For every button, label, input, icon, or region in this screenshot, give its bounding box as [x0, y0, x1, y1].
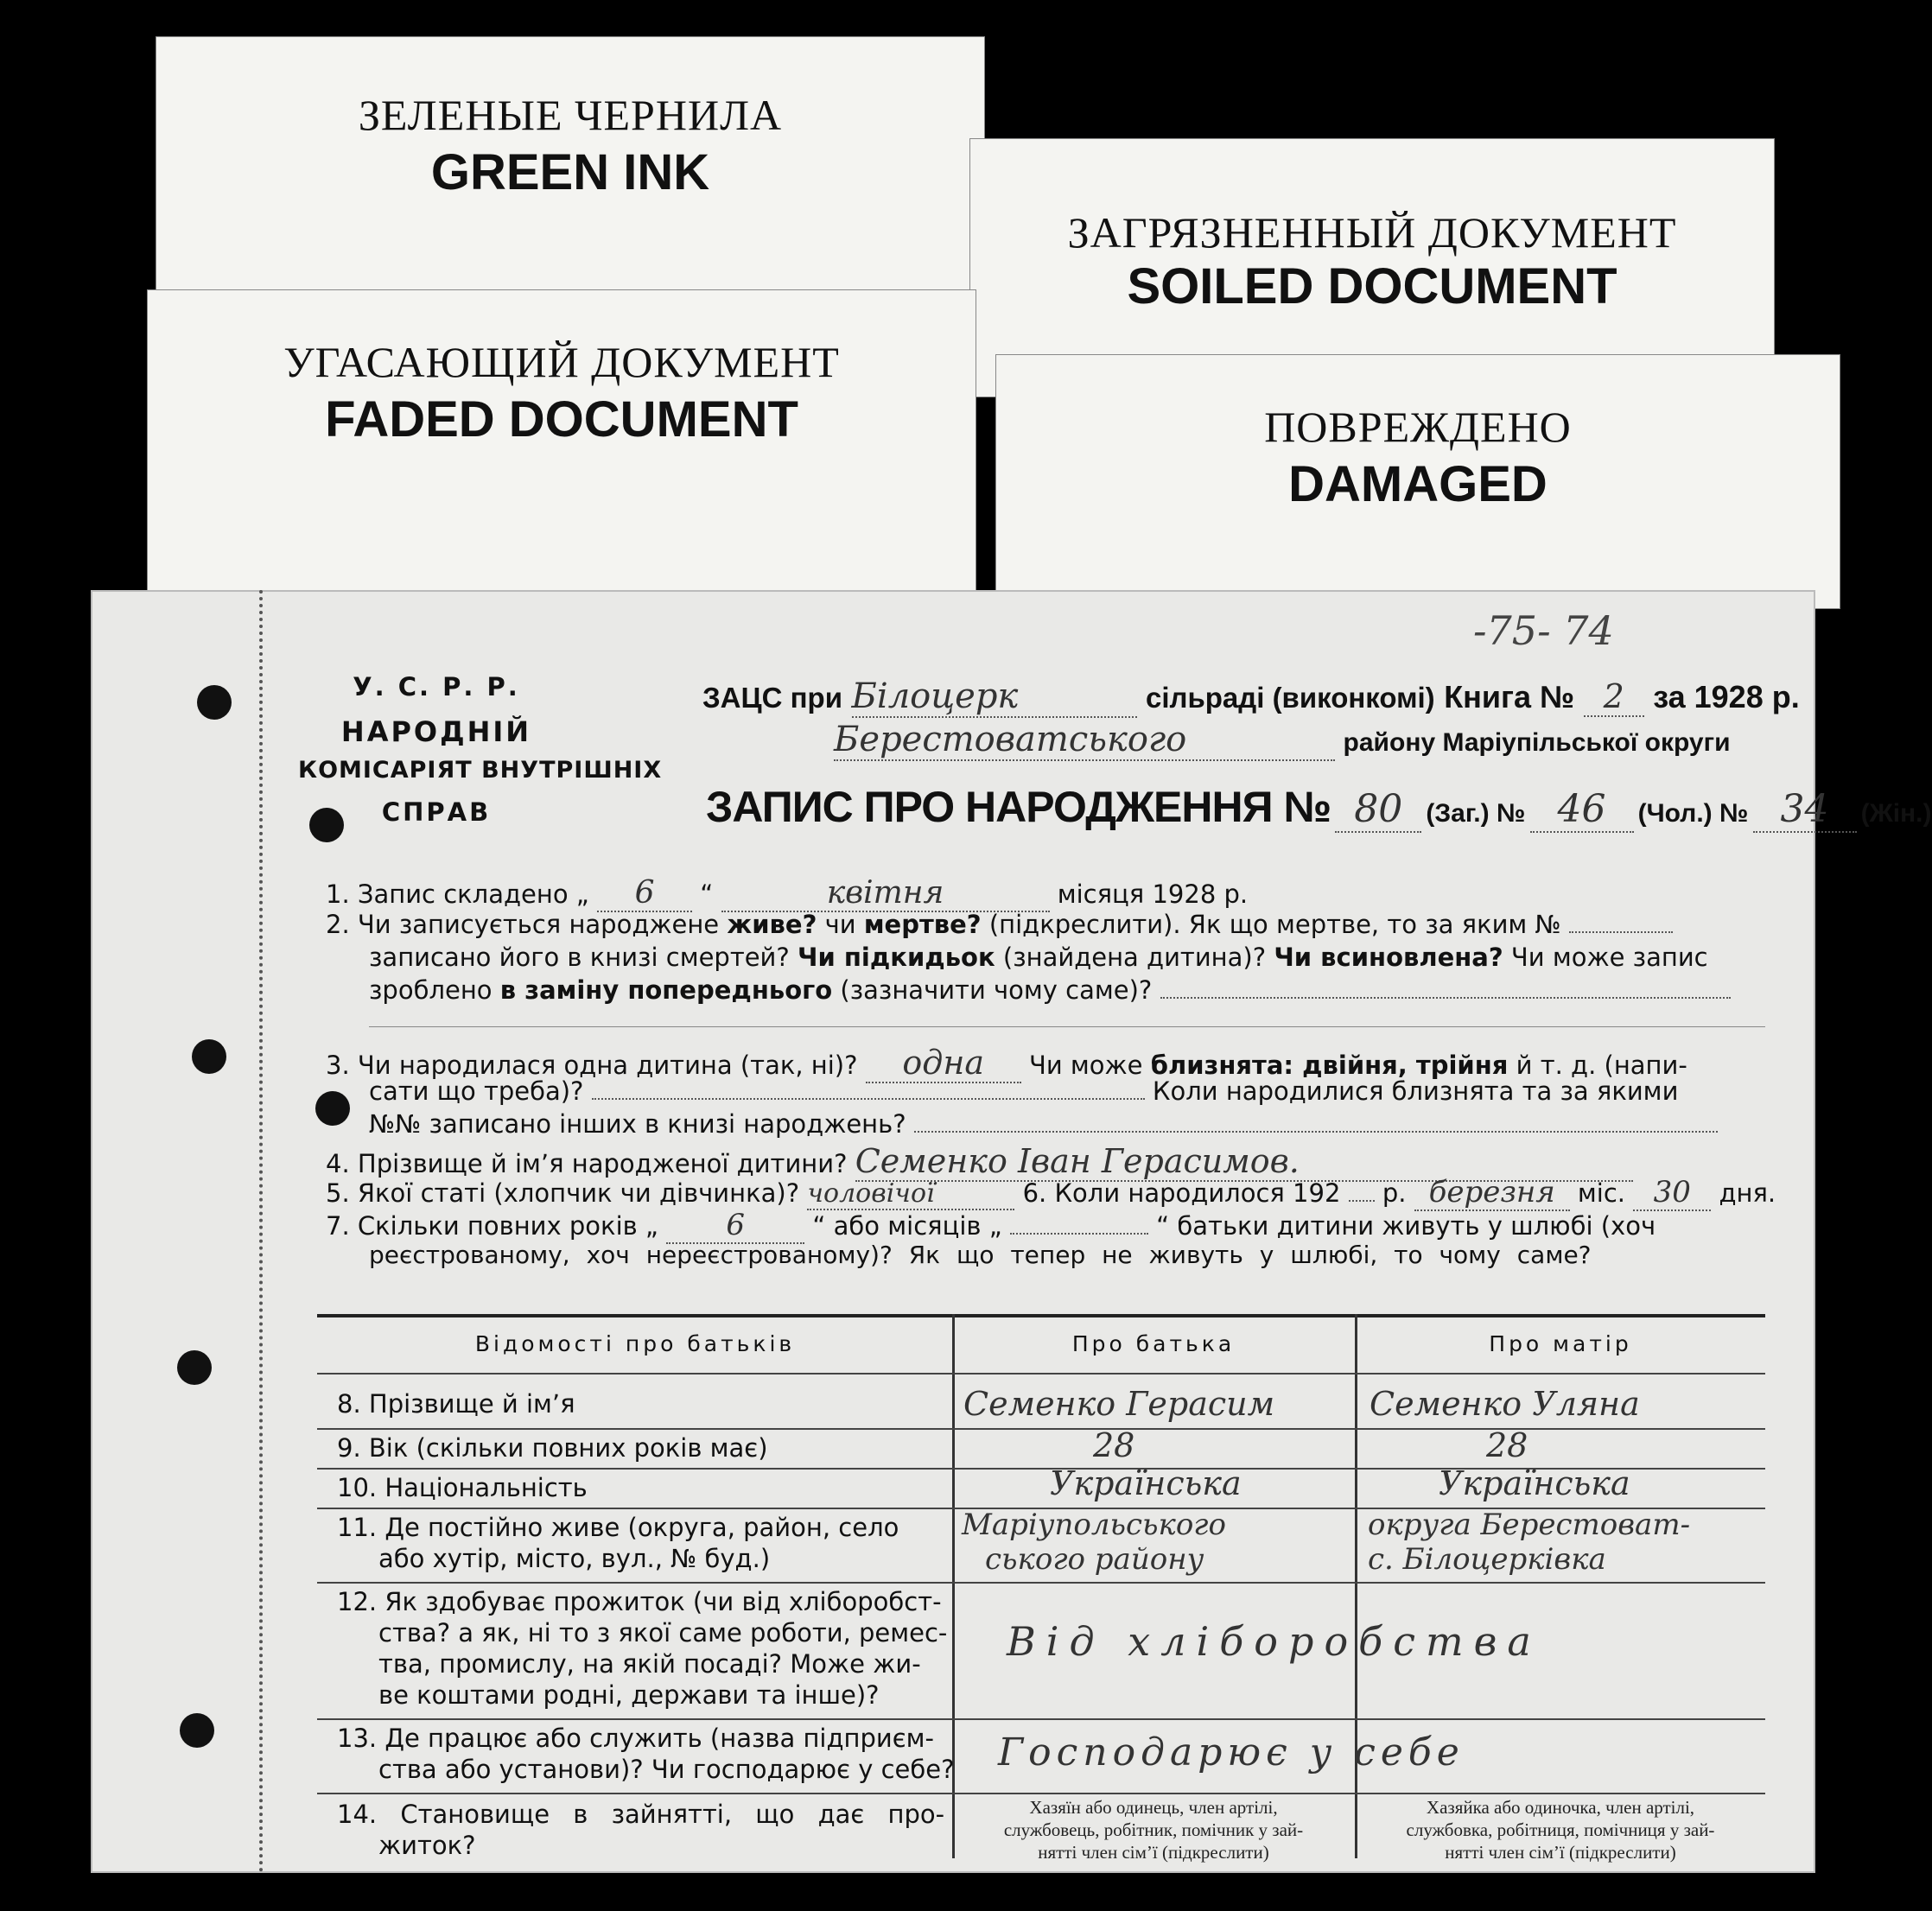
mother-age: 28: [1486, 1426, 1528, 1464]
table-divider-2: [1355, 1314, 1357, 1858]
flag-damaged: [995, 354, 1840, 609]
q1-label: 1. Запис складено „: [326, 879, 589, 909]
q2-alive: живе?: [727, 910, 817, 939]
mother-name: Семенко Уляна: [1370, 1385, 1640, 1423]
table-top-rule: [317, 1314, 1765, 1317]
book-number: 2: [1584, 677, 1644, 717]
q2-text: 2. Чи записується народжене: [326, 910, 720, 939]
chol-label: (Чол.) №: [1637, 799, 1749, 828]
col-header-info: Відомості про батьків: [474, 1331, 796, 1356]
mother-status-2: службовка, робітниця, помічниця у зай-: [1406, 1819, 1715, 1840]
silradi-label: сільраді (виконкомі): [1146, 682, 1435, 714]
q3-line2: сати що треба)?: [369, 1076, 584, 1106]
child-name: Семенко Іван Герасимов.: [855, 1142, 1633, 1182]
q2-found-child: (знайдена дитина)?: [1002, 943, 1267, 972]
punch-hole: [197, 685, 232, 720]
q3-label: 3. Чи народилася одна дитина (так, ні)?: [326, 1051, 858, 1080]
village-name: Білоцерк: [852, 676, 1137, 718]
q3-etc: й т. д. (напи-: [1516, 1051, 1687, 1080]
q7-married: “ батьки дитини живуть у шлюбі (хоч: [1156, 1211, 1656, 1241]
q2-line3: зроблено: [369, 975, 493, 1005]
row-8-label: 8. Прізвище й ім’я: [337, 1389, 575, 1419]
marriage-years: 6: [666, 1208, 804, 1244]
q6-label: 6. Коли народилося 192: [1022, 1178, 1341, 1208]
q3-twins-when: Коли народилися близнята та за якими: [1152, 1076, 1679, 1106]
q7-label: 7. Скільки повних років „: [326, 1211, 658, 1241]
father-status-2: службовець, робітник, помічник у зай-: [1003, 1819, 1304, 1840]
record-number-female: 34: [1753, 787, 1857, 833]
kniga-label: Книга №: [1444, 679, 1575, 714]
zags-label: ЗАЦС при: [702, 682, 842, 714]
punch-hole: [315, 1091, 350, 1126]
rayonu-label: району Маріупільської округи: [1343, 728, 1731, 757]
punch-hole: [180, 1713, 214, 1748]
header-sprav: СПРАВ: [381, 797, 492, 827]
punch-hole: [192, 1039, 226, 1074]
workplace: Господарює у себе: [998, 1730, 1465, 1774]
q7-months: “ або місяців „: [812, 1211, 1002, 1241]
row-11-label-2: або хутір, місто, вул., № буд.): [378, 1544, 771, 1573]
mother-status-3: нятті член сім’ї (підкреслити): [1445, 1842, 1676, 1863]
row-14-label-1: 14. Становище в зайнятті, що дає про-: [337, 1800, 945, 1829]
q2-dead: мертве?: [863, 910, 982, 939]
q3-line3: №№ записано інших в книзі народжень?: [369, 1109, 906, 1139]
perforation-line: [259, 590, 263, 1873]
q6-month-suffix: міс.: [1577, 1178, 1626, 1208]
mother-nationality: Українська: [1439, 1464, 1630, 1502]
zhin-label: (Жін.): [1860, 799, 1932, 828]
flag-soiled-ru: ЗАГРЯЗНЕННЫЙ ДОКУМЕНТ: [1067, 208, 1677, 257]
q1-month: квітня: [721, 875, 1050, 912]
q2-line2: записано його в книзі смертей?: [369, 943, 790, 972]
flag-soiled-en: SOILED DOCUMENT: [1127, 258, 1617, 314]
livelihood: Від хліборобства: [1007, 1618, 1541, 1665]
zag-label: (Заг.) №: [1426, 799, 1526, 828]
mother-status-1: Хазяйка або одиночка, член артілі,: [1426, 1797, 1695, 1818]
birth-day: 30: [1633, 1175, 1711, 1211]
record-title: ЗАПИС ПРО НАРОДЖЕННЯ №: [706, 783, 1331, 831]
q5-label: 5. Якої статі (хлопчик чи дівчинка)?: [326, 1178, 800, 1208]
flag-green-en: GREEN INK: [430, 144, 710, 200]
birth-record-card: У. С. Р. Р. НАРОДНІЙ КОМІСАРІЯТ ВНУТРІШНІХ СПРАВ ЗАЦС при Білоцерк сільраді (виконкомі) Книга № 2 за 1928 р. -75- 74 Берестоватського району Маріупільської округи ЗАПИС ПРО НАРОДЖЕННЯ № 80 (Заг.) № 46 (Чол.) № 34 (Жін.) 1. Запис складено „ 6 “ квітня місяця 1928 р. 2. Чи записується народжене живе? чи мертве? (підкреслити). Як що мертве, то за яким № записано його в книзі смертей? Чи підкидьок (знайдена дитина)? Чи всиновлена? Чи може запис зроблено в заміну попереднього (зазначити чому саме)? 3. Чи народилася одна дитина (так, ні)? одна Чи може близнята: двійня, трійня й т. д. (напи- сати що треба)? Коли народилися близнята та за якими №№ записано інших в книзі народжень? 4. Прізвище й ім’я народженої дитини? Семенко Іван Герасимов. 5. Якої статі (хлопчик чи дівчинка)? чоловічої 6. Коли народилося 192 р. березня міс. 30 дня. 7. Скільки повних років „ 6 “ або місяців „ “ батьки дитини живуть у шлюбі (хоч реєстрованому, хоч нереєстрованому)? Як що тепер не живуть у шлюбі, то чому саме? Відомості про батьків Про батька Про матір 8. Прізвище й ім’я Семенко Герасим Семенко Уляна 9. Вік (скільки повних років має) 28 28 10. Національність Українська Українська 11. Де постійно живе (округа, район, село або хутір, місто, вул., № буд.) Маріупольського ського району округа Берестоват- с. Білоцерківка 12. Як здобуває прожиток (чи від хліборобст- ства? а як, ні то з якої саме роботи, ремес- тва, промислу, на якій посаді? Може жи- ве коштами родні, держави та інше)? Від хліборобства 13. Де працює або служить (назва підприєм- ства або установи)? Чи господарює у себе? Господарює у себе 14. Становище в зайнятті, що дає про- житок? Хазяїн або одинець, член артілі, службовець, робітник, помічник у зай- нятті член сім’ї (підкреслити) Хазяйка або одиночка, член артілі, службовка, робітниця, помічниця у зай- нятті член сім’ї (підкреслити): [91, 590, 1815, 1873]
q2-why: (зазначити чому саме)?: [840, 975, 1153, 1005]
father-name: Семенко Герасим: [963, 1385, 1275, 1423]
father-status-3: нятті член сім’ї (підкреслити): [1038, 1842, 1269, 1863]
birth-month: березня: [1414, 1175, 1570, 1211]
q2-replacement: в заміну попереднього: [499, 975, 833, 1005]
row-13-label-1: 13. Де працює або служить (назва підприєм-: [337, 1724, 935, 1753]
flag-green-ru: ЗЕЛЕНЫЕ ЧЕРНИЛА: [358, 91, 783, 139]
punch-hole: [177, 1350, 212, 1385]
row-12-label-1: 12. Як здобуває прожиток (чи від хліборобст-: [337, 1587, 942, 1616]
row-9-label: 9. Вік (скільки повних років має): [337, 1433, 768, 1463]
father-age: 28: [1093, 1426, 1135, 1464]
q1-day: 6: [597, 875, 692, 912]
q7-line2: реєстрованому, хоч нереєстрованому)? Як що тепер не живуть у шлюбі, то чому саме?: [369, 1241, 1592, 1269]
father-status-1: Хазяїн або одинець, член артілі,: [1029, 1797, 1278, 1818]
q4-label: 4. Прізвище й ім’я народженої дитини?: [326, 1149, 848, 1178]
flag-faded-document: [147, 289, 976, 600]
q2-foundling: Чи підкидьок: [798, 943, 995, 972]
row-14-label-2: житок?: [378, 1831, 476, 1860]
mother-residence-1: округа Берестоват-: [1368, 1508, 1691, 1542]
row-11-label-1: 11. Де постійно живе (округа, район, село: [337, 1513, 899, 1542]
q6-year-suffix: р.: [1382, 1178, 1407, 1208]
record-number-male: 46: [1530, 787, 1634, 833]
header-ussr: У. С. Р. Р.: [353, 672, 520, 702]
district-handwritten: Берестоватського: [834, 720, 1335, 761]
father-nationality: Українська: [1050, 1464, 1242, 1502]
father-residence-1: Маріупольського: [962, 1508, 1226, 1542]
q2-text-cont: (підкреслити). Як що мертве, то за яким №: [988, 910, 1561, 939]
child-sex: чоловічої: [807, 1178, 1014, 1210]
q3-may: Чи може: [1028, 1051, 1143, 1080]
flag-faded-ru: УГАСАЮЩИЙ ДОКУМЕНТ: [283, 338, 840, 386]
top-mark: -75- 74: [1473, 607, 1614, 654]
header-narodniy: НАРОДНІЙ: [340, 715, 532, 748]
record-number-total: 80: [1335, 787, 1421, 833]
row-12-label-4: ве коштами родні, держави та інше)?: [378, 1680, 880, 1710]
q3-answer: одна: [866, 1044, 1021, 1083]
row-10-label: 10. Національність: [337, 1473, 588, 1502]
row-12-label-3: тва, промислу, на якій посаді? Може жи-: [378, 1649, 921, 1679]
col-header-mother: Про матір: [1489, 1331, 1632, 1356]
row-13-label-2: ства або установи)? Чи господарює у себе?: [378, 1755, 955, 1784]
col-header-father: Про батька: [1071, 1331, 1236, 1356]
q2-adopted: Чи всиновлена?: [1274, 943, 1503, 972]
q2-may-record: Чи може запис: [1510, 943, 1708, 972]
header-komisariat: КОМІСАРІЯТ ВНУТРІШНІХ: [298, 757, 663, 784]
flag-damaged-ru: ПОВРЕЖДЕНО: [1264, 403, 1572, 451]
row-12-label-2: ства? а як, ні то з якої саме роботи, ремес-: [378, 1618, 948, 1648]
year-label: за 1928 р.: [1653, 679, 1800, 714]
q6-day-suffix: дня.: [1719, 1178, 1776, 1208]
father-residence-2: ського району: [985, 1542, 1204, 1577]
q1-suffix: місяця 1928 р.: [1057, 879, 1249, 909]
flag-damaged-en: DAMAGED: [1288, 456, 1548, 512]
q2-or: чи: [824, 910, 856, 939]
q3-twins: близнята: двійня, трійня: [1150, 1051, 1509, 1080]
mother-residence-2: с. Білоцерківка: [1368, 1542, 1606, 1577]
flag-faded-en: FADED DOCUMENT: [325, 391, 798, 448]
flag-green-ink: [156, 36, 985, 295]
